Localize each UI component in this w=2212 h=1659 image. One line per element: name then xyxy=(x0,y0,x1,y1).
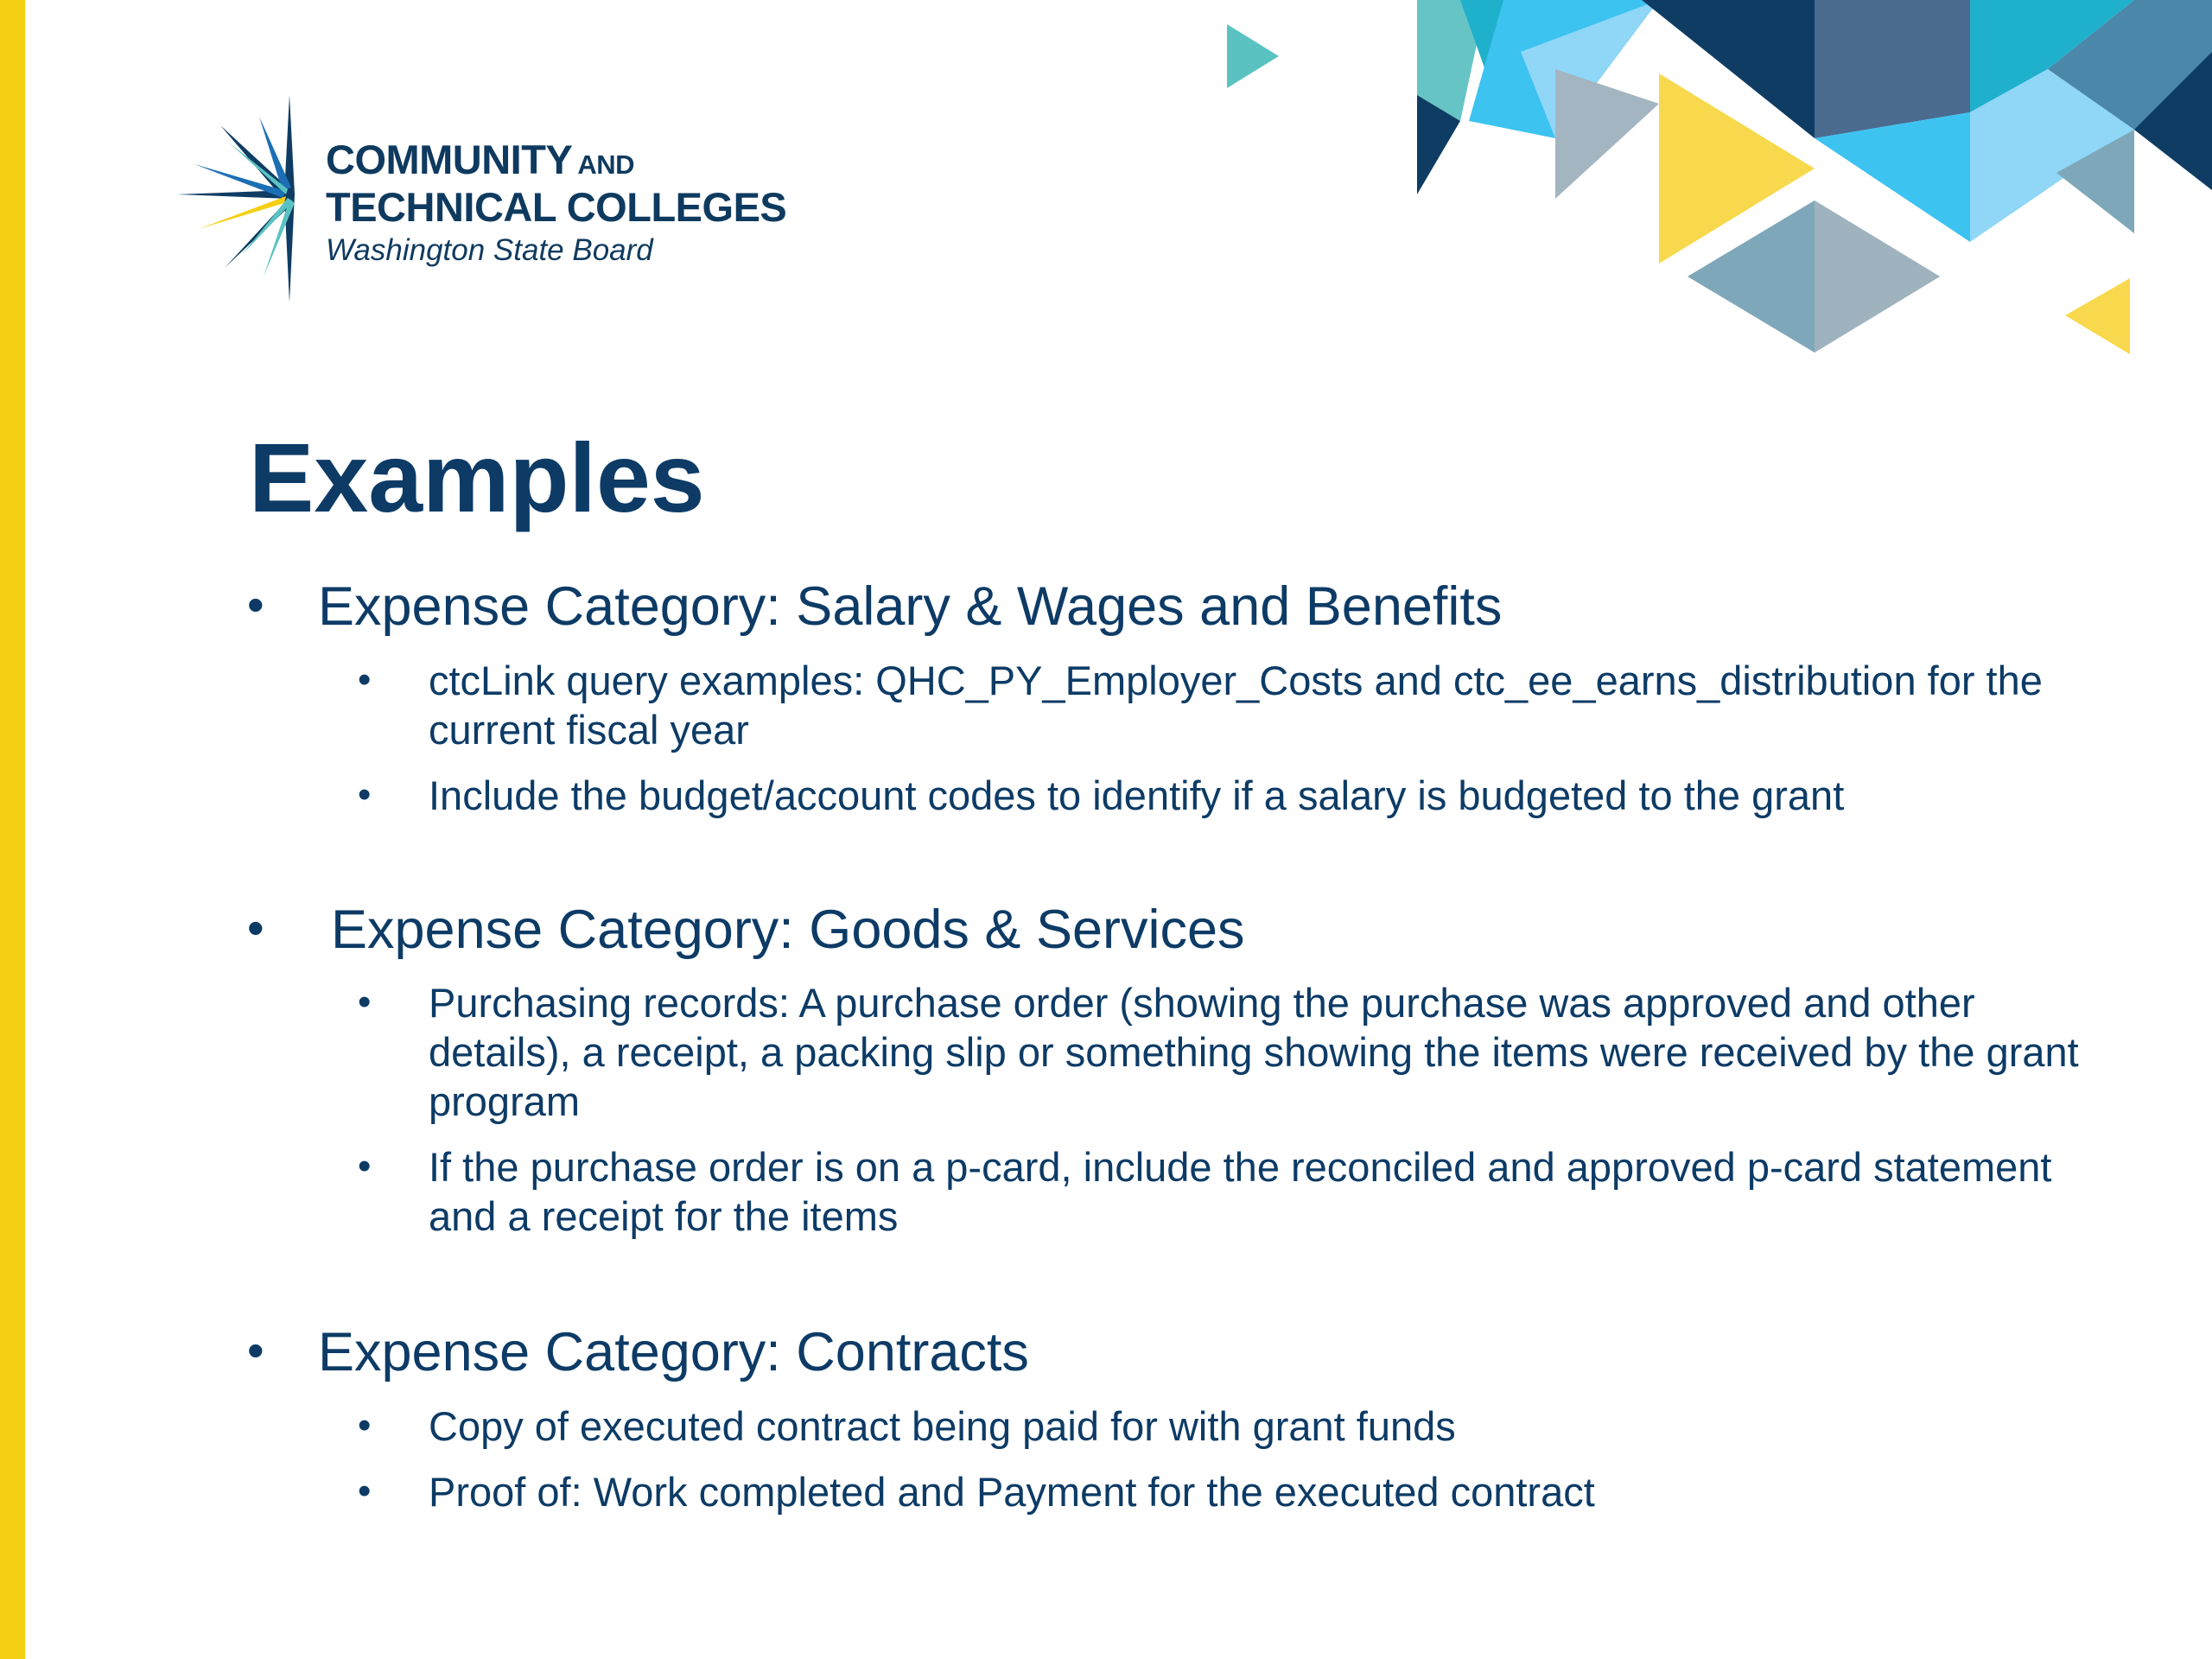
bullet-icon: • xyxy=(358,1470,372,1512)
bullet-icon: • xyxy=(247,1323,264,1377)
slide-title: Examples xyxy=(249,423,705,532)
logo-line-community: COMMUNITY AND xyxy=(326,137,634,182)
bullet-icon: • xyxy=(358,1145,372,1187)
list-item: Proof of: Work completed and Payment for the executed contract xyxy=(429,1469,1595,1515)
starburst-logo-icon xyxy=(177,91,315,307)
list-item: If the purchase order is on a p-card, include the reconciled and approved p-card statement and a receipt for the items xyxy=(429,1144,2052,1239)
section-heading: Expense Category: Goods & Services xyxy=(331,899,1245,960)
grey-triangle-left xyxy=(1555,69,1659,199)
list-item: Purchasing records: A purchase order (showing the purchase was approved and other details), a receipt, a packing slip or something showing the items were received by the grant program xyxy=(429,980,2079,1124)
section-heading: Expense Category: Salary & Wages and Benefits xyxy=(318,576,1503,637)
section-heading: Expense Category: Contracts xyxy=(318,1322,1029,1382)
bullet-icon: • xyxy=(358,658,372,701)
bullet-icon: • xyxy=(247,900,264,955)
logo-and: AND xyxy=(577,149,634,180)
small-teal-triangle xyxy=(1227,24,1279,88)
bullet-icon: • xyxy=(358,1404,372,1446)
bullet-icon: • xyxy=(247,577,264,632)
logo-wordmark xyxy=(326,138,786,270)
bullet-icon: • xyxy=(358,981,372,1023)
bullet-icon: • xyxy=(358,773,372,816)
logo xyxy=(177,91,799,315)
slate-diamond-right xyxy=(1815,200,1940,353)
logo-line-technical-colleges: TECHNICAL COLLEGES xyxy=(326,184,787,230)
logo-line-state-board: Washington State Board xyxy=(326,233,653,267)
list-item: Copy of executed contract being paid for with grant funds xyxy=(429,1403,1456,1449)
list-item: Include the budget/account codes to identify if a salary is budgeted to the grant xyxy=(429,772,1845,818)
list-item: ctcLink query examples: QHC_PY_Employer_Costs and ctc_ee_earns_distribution for the current fiscal year xyxy=(429,658,2043,753)
yellow-triangle-small xyxy=(2065,278,2130,354)
